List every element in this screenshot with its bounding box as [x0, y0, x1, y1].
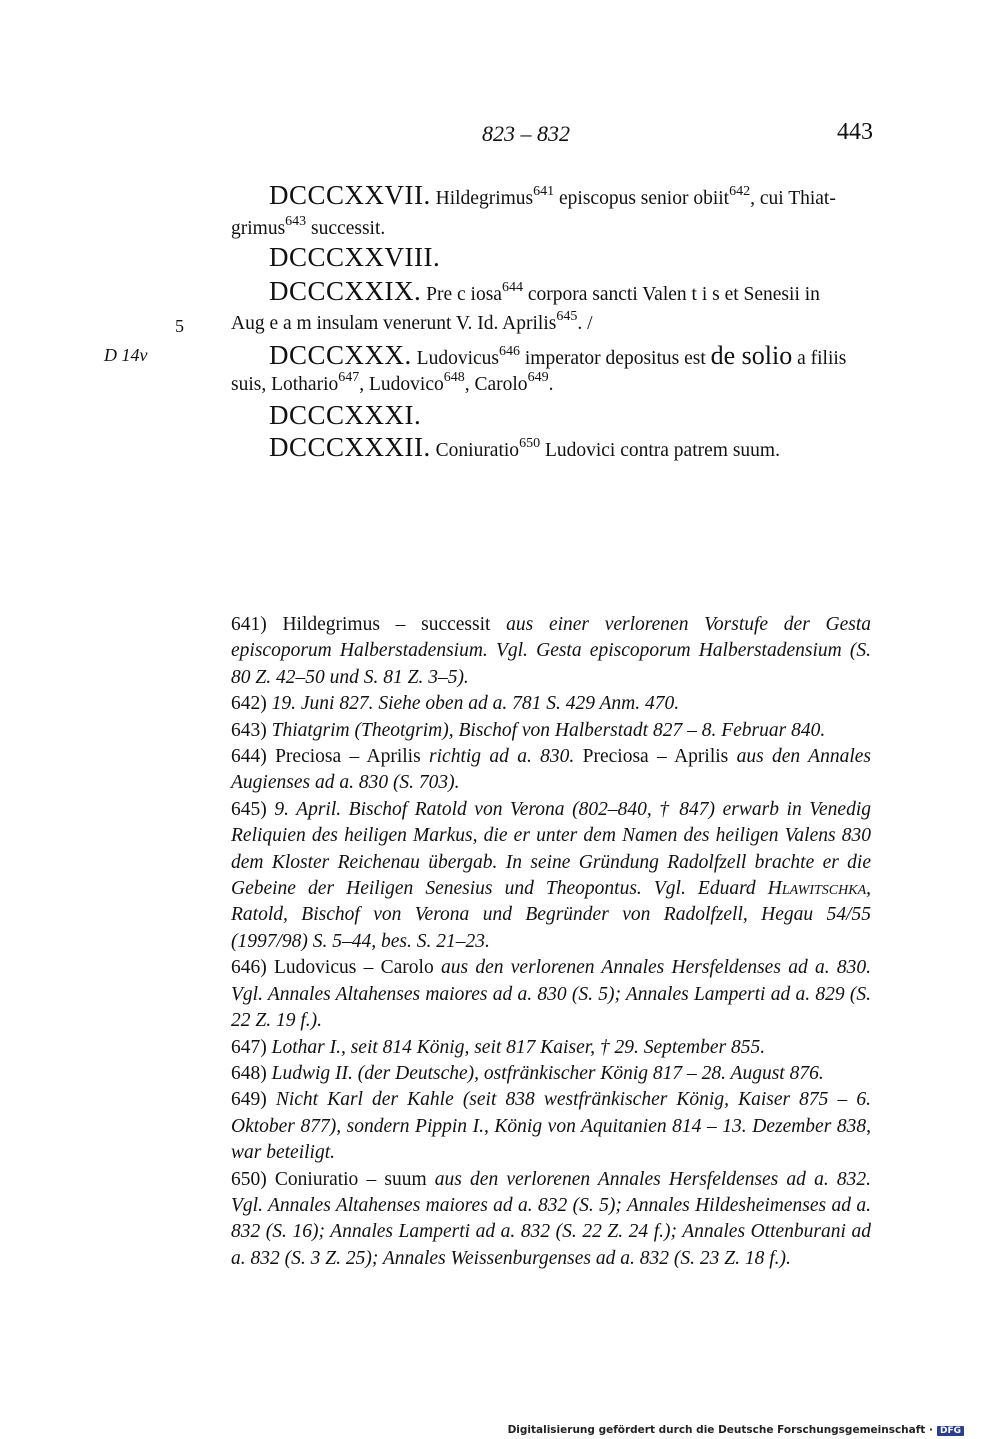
emphasized-text: de solio: [710, 341, 793, 370]
footnote-647: [231, 1035, 871, 1061]
running-head: 823 – 832: [482, 121, 570, 146]
note-text: 648): [231, 1062, 272, 1084]
note-commentary: aus einer verlorenen Vorstufe der Gesta episcoporum Halberstadensium. Vgl. Gesta episcoporum Halberstadensium (S. 80 Z. 42–50 und S. 81 Z. 3–5).: [231, 614, 871, 688]
note-commentary: 19. Juni 827. Siehe oben ad a. 781 S. 429 Anm. 470.: [271, 693, 680, 715]
text: corpora sancti Valen t i s et Senesii in: [522, 284, 820, 305]
text: .: [548, 374, 554, 395]
footnote-ref: 650: [519, 436, 541, 451]
note-text: 650) Coniuratio – suum: [231, 1168, 435, 1190]
main-line-8: [269, 400, 421, 431]
text: episcopus senior obiit: [554, 188, 730, 209]
note-commentary: , Ratold, Bischof von Verona und Begründer von Radolfzell, Hegau 54/55 (1997/98) S. 5–44, bes. S. 21–23.: [231, 878, 871, 952]
line-number-marker: 5: [175, 316, 184, 336]
footnote-ref: 642: [729, 184, 751, 199]
note-text: 643): [231, 719, 272, 741]
year-entry: DCCCXXX.: [269, 340, 412, 370]
main-line-2: [231, 214, 386, 240]
main-line-5: [231, 309, 593, 335]
note-text: 642): [231, 693, 272, 715]
footnote-644: [231, 744, 871, 797]
year-entry: DCCCXXXII.: [269, 432, 431, 462]
text: , cui Thiat-: [750, 188, 836, 209]
year-entry: DCCCXXIX.: [269, 276, 422, 306]
footnote-ref: 646: [498, 344, 520, 359]
footnote-ref: 643: [285, 214, 307, 229]
text: Aug e a m insulam venerunt V. Id. Aprilis: [231, 313, 557, 334]
note-commentary: 9. April. Bischof Ratold von Verona (802–840, † 847) erwarb in Venedig Reliquien des heiligen Markus, die er unter dem Namen des heiligen Valens 830 dem Kloster Reichenau übergab. In seine Gründung Radolfzell brachte er die Gebeine der Heiligen Senesius und Theopontus. Vgl. Eduard: [231, 798, 871, 900]
year-entry: DCCCXXVIII.: [269, 242, 441, 272]
note-text: 645): [231, 798, 275, 820]
text: Pre c iosa: [421, 284, 502, 305]
note-text: 649): [231, 1089, 276, 1111]
note-text: Preciosa – Aprilis: [574, 746, 737, 768]
main-line-7: [231, 370, 554, 396]
year-entry: DCCCXXVII.: [269, 180, 431, 210]
note-commentary: aus den Annales Augienses ad a. 830 (S. 703).: [231, 746, 871, 794]
credit-text: Digitalisierung gefördert durch die Deutsche Forschungsgemeinschaft ·: [507, 1424, 933, 1436]
manuscript-reference: D 14v: [104, 345, 148, 365]
note-commentary: Ludwig II. (der Deutsche), ostfränkischer König 817 – 28. August 876.: [271, 1062, 824, 1084]
footnotes: [231, 612, 871, 1272]
note-text: 647): [231, 1036, 272, 1058]
footnote-650: [231, 1167, 871, 1273]
footnote-645: [231, 797, 871, 955]
note-commentary: aus den verlorenen Annales Hersfeldenses ad a. 830. Vgl. Annales Altahenses maiores ad a. 830 (S. 5); Annales Lamperti ad a. 829 (S. 22 Z. 19 f.).: [231, 957, 871, 1032]
text: a filiis: [792, 348, 847, 369]
text: Coniuratio: [430, 440, 520, 461]
footnote-648: [231, 1061, 871, 1087]
footnote-646: [231, 955, 871, 1034]
note-commentary: Nicht Karl der Kahle (seit 838 westfränkischer König, Kaiser 875 – 6. Oktober 877), sondern Pippin I., König von Aquitanien 814 – 13. Dezember 838, war beteiligt.: [231, 1089, 871, 1164]
note-text: 644) Preciosa – Aprilis: [231, 746, 430, 768]
main-line-6: [269, 340, 846, 371]
text: Hildegrimus: [430, 188, 534, 209]
main-line-1: [269, 180, 836, 211]
page-number: 443: [837, 119, 873, 145]
text: Ludovicus: [411, 348, 499, 369]
footnote-ref: 641: [533, 184, 555, 199]
note-commentary: aus den verlorenen Annales Hersfeldenses ad a. 832. Vgl. Annales Altahenses maiores ad a. 832 (S. 5); Annales Hildesheimenses ad a. 832 (S. 16); Annales Lamperti ad a. 832 (S. 22 Z. 24 f.); Annales Ottenburani ad a. 832 (S. 3 Z. 25); Annales Weissenburgenses ad a. 832 (S. 23 Z. 18 f.).: [231, 1168, 871, 1269]
text: imperator depositus est: [519, 348, 711, 369]
main-line-9: [269, 432, 780, 463]
footnote-643: [231, 718, 871, 744]
note-commentary: Thiatgrim (Theotgrim), Bischof von Halberstadt 827 – 8. Februar 840.: [271, 719, 826, 741]
footnote-ref: 644: [501, 280, 523, 295]
main-line-3: [269, 242, 440, 273]
footnote-649: [231, 1087, 871, 1166]
text: . /: [577, 313, 593, 334]
text: suis, Lothario: [231, 374, 339, 395]
year-entry: DCCCXXXI.: [269, 400, 422, 430]
text: successit.: [306, 218, 386, 239]
footnote-642: [231, 691, 871, 717]
text: , Ludovico: [359, 374, 444, 395]
author-name: Hlawitschka: [767, 878, 867, 900]
footnote-ref: 649: [527, 370, 549, 385]
funding-credit: [508, 1424, 964, 1436]
dfg-logo: DFG: [937, 1426, 964, 1436]
main-line-4: [269, 276, 820, 307]
note-text: 641) Hildegrimus – successit: [231, 614, 507, 635]
footnote-ref: 648: [443, 370, 465, 385]
text: grimus: [231, 218, 286, 239]
note-text: 646) Ludovicus – Carolo: [231, 957, 441, 979]
text: Ludovici contra patrem suum.: [540, 440, 780, 461]
note-commentary: richtig ad a. 830.: [429, 746, 575, 768]
text: , Carolo: [464, 374, 528, 395]
footnote-641: [231, 612, 871, 691]
footnote-ref: 647: [338, 370, 360, 385]
note-commentary: Lothar I., seit 814 König, seit 817 Kaiser, † 29. September 855.: [271, 1036, 766, 1058]
footnote-ref: 645: [556, 309, 578, 324]
